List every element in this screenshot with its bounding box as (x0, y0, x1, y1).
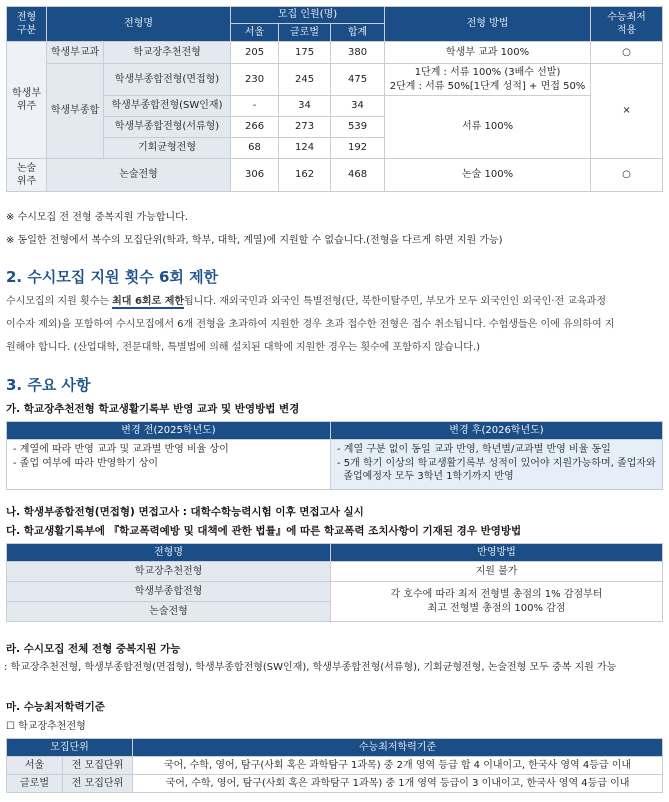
row-method: 서류 100% (385, 96, 591, 159)
da-row-method: 지원 불가 (331, 562, 663, 582)
row-global: 273 (279, 117, 331, 138)
group-student: 학생부 위주 (7, 42, 47, 159)
row-global: 34 (279, 96, 331, 117)
after-line: - 계열 구분 없이 동일 교과 반영, 학년별/교과별 반영 비율 동일 (337, 444, 611, 455)
ma-campus: 서울 (7, 757, 63, 775)
row-seoul: 266 (231, 117, 279, 138)
header-type: 전형 구분 (7, 7, 47, 42)
after-line: 졸업예정자 모두 3학년 1학기까지 반영 (337, 471, 514, 482)
csat-table (6, 738, 663, 793)
row-method: 논술 100% (385, 159, 591, 192)
row-global: 162 (279, 159, 331, 192)
item-ga-title: 가. 학교장추천전형 학교생활기록부 반영 교과 및 반영방법 변경 (6, 403, 300, 415)
da-header-method: 반영방법 (331, 544, 663, 562)
row-total: 380 (331, 42, 385, 64)
row-name: 학교장추천전형 (104, 42, 231, 64)
para-line-2: 이수자 제외)을 포함하여 수시모집에서 6개 전형을 초과하여 지원한 경우 초과 접수한 전형은 접수 취소됩니다. 수험생들은 이에 유의하여 지 (6, 319, 615, 330)
subgroup-comprehensive: 학생부종합 (47, 64, 104, 159)
violence-table (6, 543, 663, 622)
header-method: 전형 방법 (385, 7, 591, 42)
row-global: 175 (279, 42, 331, 64)
subgroup-subject: 학생부교과 (47, 42, 104, 64)
da-method-line-2: 최고 전형별 총점의 100% 감점 (427, 602, 566, 614)
row-seoul: 230 (231, 64, 279, 96)
ma-header-criteria: 수능최저학력기준 (133, 739, 663, 757)
row-total: 34 (331, 96, 385, 117)
row-method (385, 64, 591, 96)
header-csat: 수능최저 적용 (591, 7, 663, 42)
row-csat: ○ (591, 159, 663, 192)
header-name: 전형명 (47, 7, 231, 42)
note-2: ※ 동일한 전형에서 복수의 모집단위(학과, 학부, 대학, 계열)에 지원할 수 없습니다.(전형을 다르게 하면 지원 가능) (6, 235, 503, 246)
admission-quota-table (6, 6, 663, 192)
before-line: - 졸업 여부에 따라 반영학기 상이 (13, 457, 159, 469)
group-essay: 논술 위주 (7, 159, 47, 192)
row-name: 학생부종합전형(SW인재) (104, 96, 231, 117)
row-name: 기회균형전형 (104, 138, 231, 159)
header-global: 글로벌 (279, 24, 331, 42)
da-row-name: 학생부종합전형 (7, 582, 331, 602)
ma-header-unit: 모집단위 (7, 739, 133, 757)
method-step1: 1단계 : 서류 100% (3배수 선발) (414, 67, 561, 78)
before-content (7, 440, 331, 490)
ma-criteria: 국어, 수학, 영어, 탐구(사회 혹은 과학탐구 1과목) 중 2개 영역 등급 합 4 이내이고, 한국사 영역 4등급 이내 (133, 757, 663, 775)
before-header: 변경 전(2025학년도) (7, 422, 331, 440)
section-2-paragraph (6, 290, 656, 359)
row-total: 468 (331, 159, 385, 192)
row-name: 학생부종합전형(서류형) (104, 117, 231, 138)
section-2-title: 2. 수시모집 지원 횟수 6회 제한 (6, 268, 219, 286)
row-total: 475 (331, 64, 385, 96)
item-na-title: 나. 학생부종합전형(면접형) 면접고사 : 대학수학능력시험 이후 면접고사 실시 (6, 506, 364, 518)
row-seoul: 68 (231, 138, 279, 159)
da-row-method (331, 582, 663, 622)
ma-unit: 전 모집단위 (63, 775, 133, 793)
item-ra-text: : 학교장추천전형, 학생부종합전형(면접형), 학생부종합전형(SW인재), 학생부종합전형(서류형), 기회균형전형, 논술전형 모두 중복 지원 가능 (4, 662, 617, 673)
para-bold: 최대 6회로 제한 (112, 296, 185, 307)
ma-campus: 글로벌 (7, 775, 63, 793)
row-csat: ○ (591, 42, 663, 64)
after-header: 변경 후(2026학년도) (331, 422, 663, 440)
item-ma-title: 마. 수능최저학력기준 (6, 701, 105, 713)
row-method: 학생부 교과 100% (385, 42, 591, 64)
row-seoul: 205 (231, 42, 279, 64)
row-seoul: 306 (231, 159, 279, 192)
change-table (6, 421, 663, 490)
da-row-name: 학교장추천전형 (7, 562, 331, 582)
para-pre: 수시모집의 지원 횟수는 (6, 296, 113, 307)
row-total: 539 (331, 117, 385, 138)
after-content (331, 440, 663, 490)
row-seoul: - (231, 96, 279, 117)
row-name: 논술전형 (47, 159, 231, 192)
method-step2: 2단계 : 서류 50%[1단계 성적] + 면접 50% (389, 80, 586, 92)
row-total: 192 (331, 138, 385, 159)
item-da-title: 다. 학교생활기록부에 『학교폭력예방 및 대책에 관한 법률』에 따른 학교폭력 조치사항이 기재된 경우 반영방법 (6, 525, 522, 537)
header-total: 합계 (331, 24, 385, 42)
header-seoul: 서울 (231, 24, 279, 42)
row-csat: × (591, 64, 663, 159)
section-3-title: 3. 주요 사항 (6, 376, 91, 394)
da-method-line-1: 각 호수에 따라 최저 전형별 총점의 1% 감점부터 (390, 589, 603, 600)
ma-criteria: 국어, 수학, 영어, 탐구(사회 혹은 과학탐구 1과목) 중 1개 영역 등급이 3 이내이고, 한국사 영역 4등급 이내 (133, 775, 663, 793)
item-ra-title: 라. 수시모집 전체 전형 중복지원 가능 (6, 643, 181, 655)
da-row-name: 논술전형 (7, 602, 331, 622)
row-global: 124 (279, 138, 331, 159)
header-quota: 모집 인원(명) (231, 7, 385, 24)
before-line: - 계열에 따라 반영 교과 및 교과별 반영 비율 상이 (13, 444, 229, 455)
da-header-name: 전형명 (7, 544, 331, 562)
para-line-3: 원해야 합니다. (산업대학, 전문대학, 특별법에 의해 설치된 대학에 지원한 경우는 횟수에 포함하지 않습니다.) (6, 342, 481, 353)
after-line: - 5개 학기 이상의 학교생활기록부 성적이 있어야 지원가능하며, 졸업자와 (337, 457, 656, 469)
ma-unit: 전 모집단위 (63, 757, 133, 775)
row-name: 학생부종합전형(면접형) (104, 64, 231, 96)
item-ma-subtitle: ☐ 학교장추천전형 (6, 721, 86, 732)
note-1: ※ 수시모집 전 전형 중복지원 가능합니다. (6, 212, 189, 223)
para-post: 됩니다. 재외국민과 외국인 특별전형(단, 북한이탈주민, 부모가 모두 외국인인 외국인·전 교육과정 (184, 296, 606, 307)
row-global: 245 (279, 64, 331, 96)
